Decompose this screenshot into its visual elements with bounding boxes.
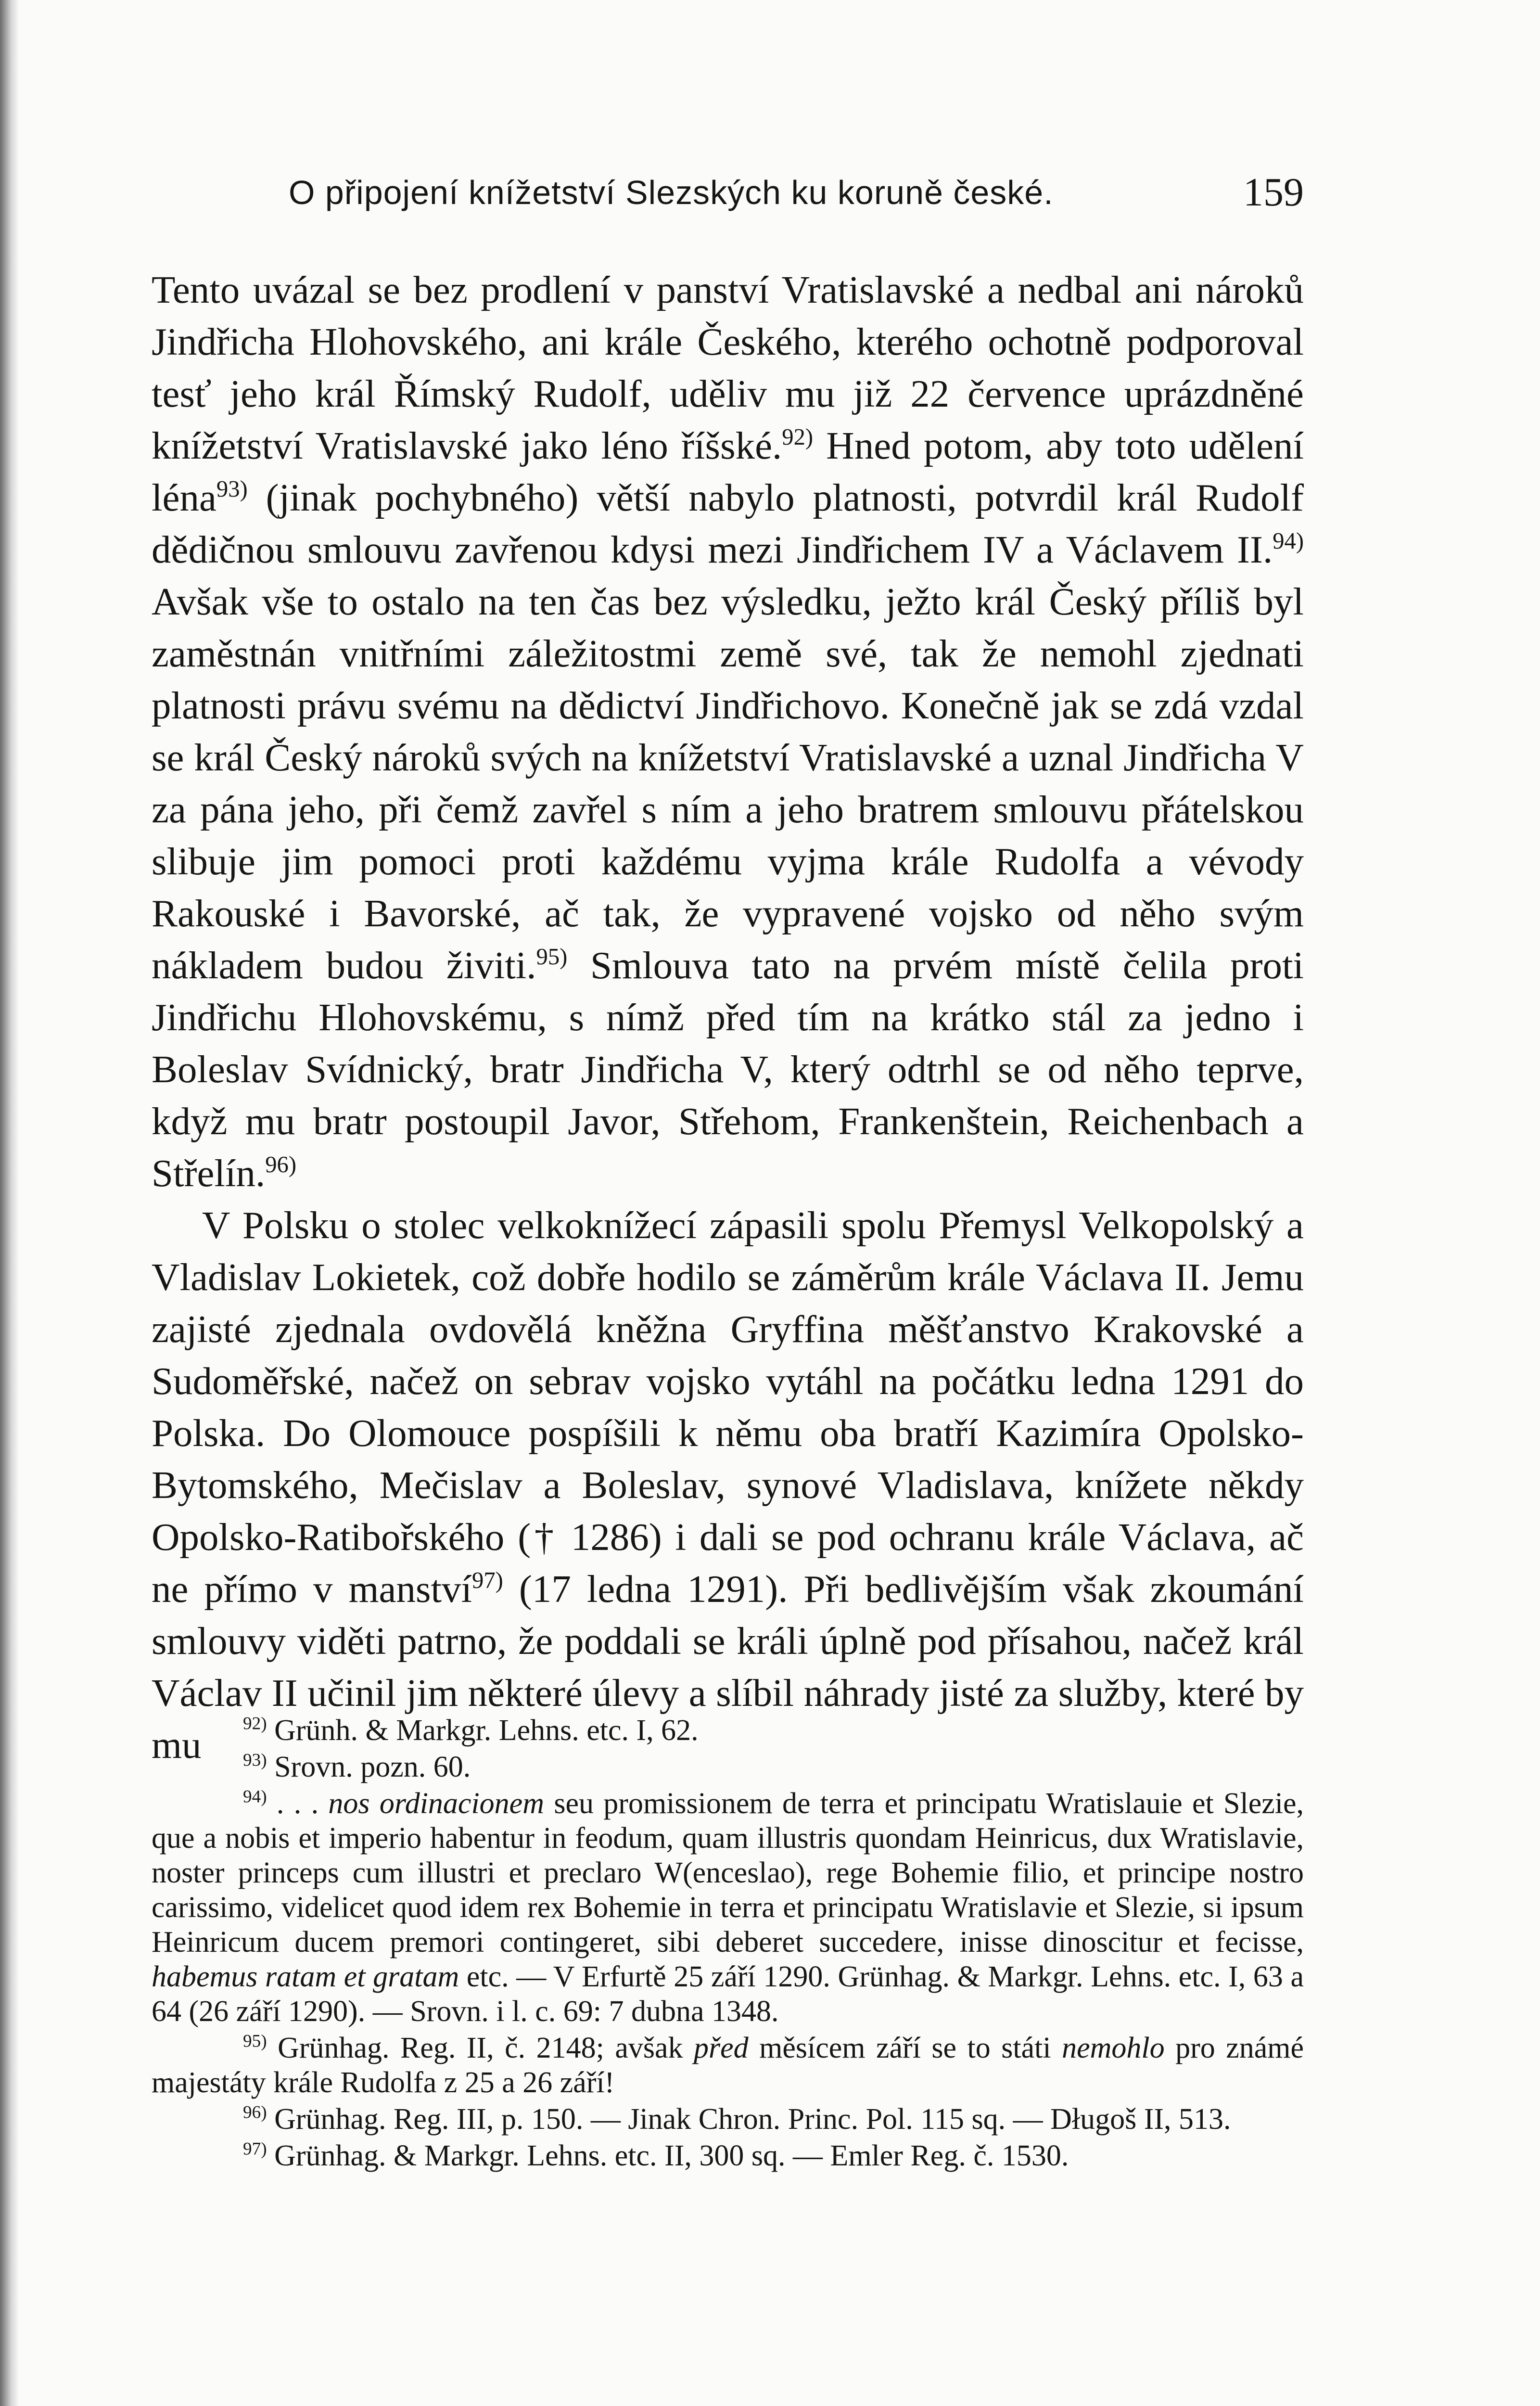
footnote-94-text-b: seu promissionem de terra et principatu Wratislauie et Slezie, que a nobis et imperio habentur in feodum, quam illustris quondam Heinricus, dux Wratislavie, noster princeps cum illustri et preclaro W(enceslao), rege Bohemie filio, et principe nostro carissimo, videlicet quod idem rex Bohemie in terra et principatu Wratislavie et Slezie, si ipsum Heinricum ducem premori contingeret, sibi deberet succedere, inisse dinoscitur et fecisse, — [152, 1787, 1304, 1958]
footnote-95-italic-1: před — [694, 2032, 749, 2064]
paragraph-2-part-1: V Polsku o stolec velkoknížecí zápasili spolu Přemysl Velkopolský a Vladislav Lokietek, což dobře hodilo se záměrům krále Václava II. Jemu zajisté zjednala ovdovělá kněžna Gryffina měšťanstvo Krakovské a Sudoměřské, načež on sebrav vojsko vytáhl na počátku ledna 1291 do Polska. Do Olomouce pospíšili k němu oba bratří Kazimíra Opolsko-Bytomského, Mečislav a Boleslav, synové Vladislava, knížete někdy Opolsko-Ratibořského († 1286) i dali se pod ochranu krále Václava, ač ne přímo v manství — [152, 1203, 1304, 1611]
footnote-ref-92: 92) — [782, 423, 814, 450]
paragraph-2-part-2: (17 ledna 1291). Při bedlivějším však zkoumání smlouvy viděti patrno, že poddali se králi úplně pod přísahou, načež král Václav II učinil jim některé úlevy a slíbil náhrady jisté za služby, které by mu — [152, 1567, 1304, 1766]
footnote-ref-96: 96) — [265, 1151, 297, 1177]
footnote-93-mark: 93) — [243, 1750, 267, 1770]
footnote-92-mark: 92) — [243, 1714, 267, 1734]
footnotes — [152, 1713, 1304, 2175]
running-head — [289, 166, 1304, 219]
footnote-94-text-c: etc. — V Erfurtě 25 září 1290. Grünhag. & Markgr. Lehns. etc. I, 63 a 64 (26 září 1290). — Srovn. i l. c. 69: 7 dubna 1348. — [152, 1960, 1304, 2028]
footnote-ref-93: 93) — [216, 475, 248, 502]
paragraph-1 — [152, 264, 1304, 1199]
footnote-93-text: Srovn. pozn. 60. — [267, 1751, 471, 1783]
paragraph-1-part-4: Avšak vše to ostalo na ten čas bez výsledku, ježto král Český příliš byl zaměstnán vnitřními záležitostmi země své, tak že nemohl zjednati platnosti právu svému na dědictví Jindřichovo. Konečně jak se zdá vzdal se král Český nároků svých na knížetství Vratislavské a uznal Jindřicha V za pána jeho, při čemž zavřel s ním a jeho bratrem smlouvu přátelskou slibuje jim pomoci proti každému vyjma krále Rudolfa a vévody Rakouské i Bavorské, ač tak, že vypravené vojsko od něho svým nákladem budou živiti. — [152, 580, 1304, 987]
page-number: 159 — [1243, 170, 1304, 215]
footnote-96-text: Grünhag. Reg. III, p. 150. — Jinak Chron. Princ. Pol. 115 sq. — Długoš II, 513. — [267, 2103, 1231, 2136]
paragraph-1-part-1: Tento uvázal se bez prodlení v panství Vratislavské a nedbal ani nároků Jindřicha Hlohovského, ani krále Českého, kterého ochotně podporoval tesť jeho král Římský Rudolf, uděliv mu již 22 července uprázdněné knížetství Vratislavské jako léno říšské. — [152, 268, 1304, 467]
footnote-94 — [152, 1786, 1304, 2029]
main-text — [152, 264, 1304, 1771]
footnote-95-text-b: měsícem září se to státi — [748, 2032, 1062, 2064]
paragraph-2 — [152, 1199, 1304, 1771]
footnote-95-mark: 95) — [243, 2031, 267, 2051]
footnote-ref-95: 95) — [536, 943, 568, 970]
footnote-ref-94: 94) — [1273, 527, 1304, 554]
footnote-94-italic-1: nos ordinacionem — [328, 1787, 544, 1820]
footnote-92 — [152, 1713, 1304, 1748]
footnote-94-italic-2: habemus ratam et gratam — [152, 1960, 459, 1993]
page-gutter-shadow — [0, 0, 19, 2406]
footnote-94-mark: 94) — [243, 1787, 267, 1807]
footnote-94-text-a: . . . — [267, 1787, 329, 1820]
footnote-ref-97: 97) — [472, 1567, 503, 1593]
running-title: O připojení knížetství Slezských ku koruně české. — [289, 174, 1054, 211]
footnote-95-italic-2: nemohlo — [1062, 2032, 1165, 2064]
footnote-92-text: Grünh. & Markgr. Lehns. etc. I, 62. — [267, 1714, 699, 1747]
paragraph-1-part-5: Smlouva tato na prvém místě čelila proti Jindřichu Hlohovskému, s nímž před tím na krátko stál za jedno i Boleslav Svídnický, bratr Jindřicha V, který odtrhl se od něho teprve, když mu bratr postoupil Javor, Střehom, Frankenštein, Reichenbach a Střelín. — [152, 944, 1304, 1195]
footnote-97-text: Grünhag. & Markgr. Lehns. etc. II, 300 sq. — Emler Reg. č. 1530. — [267, 2139, 1069, 2172]
footnote-96-mark: 96) — [243, 2102, 267, 2123]
footnote-95-text-c: pro známé majestáty krále Rudolfa z 25 a 26 září! — [152, 2032, 1304, 2099]
footnote-93 — [152, 1750, 1304, 1784]
footnote-97-mark: 97) — [243, 2139, 267, 2159]
paragraph-1-part-2: Hned potom, aby toto udělení léna — [152, 424, 1304, 519]
footnote-95 — [152, 2031, 1304, 2100]
footnote-97 — [152, 2138, 1304, 2173]
footnote-95-text-a: Grünhag. Reg. II, č. 2148; avšak — [267, 2032, 694, 2064]
footnote-96 — [152, 2102, 1304, 2137]
paragraph-1-part-3: (jinak pochybného) větší nabylo platnosti, potvrdil král Rudolf dědičnou smlouvu zavřenou kdysi mezi Jindřichem IV a Václavem II. — [152, 476, 1304, 571]
